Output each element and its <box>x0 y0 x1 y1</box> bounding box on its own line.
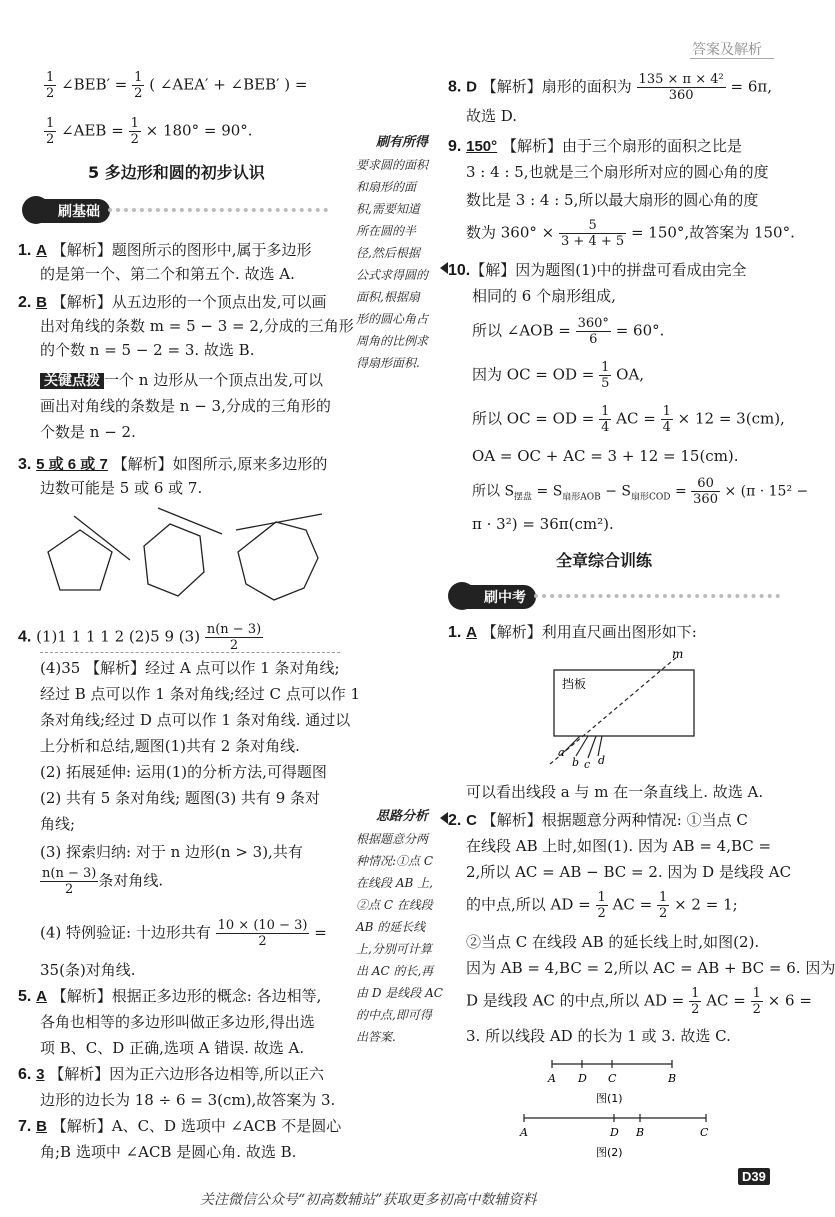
q7: 7. B 【解析】A、C、D 选项中 ∠ACB 不是圆心 <box>18 1117 342 1135</box>
side-note-line: 面积,根据扇 <box>356 290 420 304</box>
fig1-pt-b: B <box>668 1072 677 1085</box>
eq-line-1: $\frac{1}{2}$ ∠BEB′ = $\frac{1}{2}$ ( ∠AEA′ + ∠BEB′ ) = <box>46 70 308 101</box>
q6-l2: 边形的边长为 18 ÷ 6 = 3(cm),故答案为 3. <box>40 1091 336 1109</box>
key-point: 关键点拨 一个 n 边形从一个顶点出发,可以 <box>40 368 323 393</box>
r2-l7: D 是线段 AC 的中点,所以 AD = $\frac{1}{2}$ AC = $\frac{1}{2}$ × 6 = <box>466 986 812 1017</box>
q4-l3: 条对角线;经过 D 点可以作 1 条对角线. 通过以 <box>40 711 351 729</box>
key-line3: 个数是 n − 2. <box>40 423 136 441</box>
q10-l6: OA = OC + AC = 3 + 12 = 15(cm). <box>472 447 739 465</box>
side-note-line: 种情况:①点 C <box>356 854 434 868</box>
q2-line2: 出对角线的条数 m = 5 − 3 = 2,分成的三角形 <box>40 317 354 335</box>
r2-l5: ②当点 C 在线段 AB 的延长线上时,如图(2). <box>466 933 760 951</box>
dotted-divider <box>108 208 328 212</box>
segment-figure-1 <box>552 1060 672 1068</box>
q4-l1: (4)35 【解析】经过 A 点可以作 1 条对角线; <box>40 659 340 677</box>
badge-basic: 刷基础 <box>30 199 110 223</box>
r2-l6: 因为 AB = 4,BC = 2,所以 AC = AB + BC = 6. 因为 <box>466 959 835 977</box>
q8-l2: 故选 D. <box>466 107 518 125</box>
q10-l4: 因为 OC = OD = $\frac{1}{5}$ OA, <box>472 360 645 391</box>
side-note-2 <box>356 806 448 1048</box>
line-c-label: c <box>584 758 591 771</box>
fig2-pt-d: D <box>610 1126 619 1139</box>
q9-l2: 3 : 4 : 5,也就是三个扇形所对应的圆心角的度 <box>466 163 769 181</box>
q4-l11: 35(条)对角线. <box>40 961 136 979</box>
line-b-label: b <box>572 756 580 769</box>
side-note-1 <box>356 132 448 374</box>
side-note-line: 在线段 AB 上, <box>356 876 433 890</box>
half-frac: $\frac{1}{2}$ <box>46 70 55 101</box>
key-line2: 画出对角线的条数是 n − 3,分成的三角形的 <box>40 397 331 415</box>
q10-l7: 所以 $S_{摆盘} = S_{扇形AOB} - S_{扇形COD}$ = $\frac{60}{360}$ × (π · 15² − <box>472 476 809 507</box>
r1-l2: 可以看出线段 a 与 m 在一条直线上. 故选 A. <box>466 783 764 801</box>
q10: 10.【解】因为题图(1)中的拼盘可看成由完全 <box>448 261 747 279</box>
heptagon-figure <box>236 514 322 600</box>
side-note-1-title: 刷有所得 <box>375 135 428 150</box>
fig2-pt-a: A <box>520 1126 528 1139</box>
side-note-line: 和扇形的面 <box>356 180 417 194</box>
side-note-line: 出答案. <box>356 1030 396 1044</box>
q4-l7: 角线; <box>40 815 76 833</box>
q5-l3: 项 B、C、D 正确,选项 A 错误. 故选 A. <box>40 1039 305 1057</box>
q9-l3: 数比是 3 : 4 : 5,所以最大扇形的圆心角的度 <box>466 191 759 209</box>
q4-l5: (2) 拓展延伸: 运用(1)的分析方法,可得题图 <box>40 763 327 781</box>
side-note-line: 上,分别可计算 <box>356 942 432 956</box>
q6: 6. 3 【解析】因为正六边形各边相等,所以正六 <box>18 1065 325 1083</box>
line-d-label: d <box>598 754 606 767</box>
side-note-line: ②点 C 在线段 <box>356 898 433 912</box>
page-number: D39 <box>738 1168 770 1185</box>
q7-l2: 角;B 选项中 ∠ACB 是圆心角. 故选 B. <box>40 1143 297 1161</box>
q10-l5: 所以 OC = OD = $\frac{1}{4}$ AC = $\frac{1}{4}$ × 12 = 3(cm), <box>472 404 785 435</box>
side-note-line: 所在圆的半 <box>356 224 417 238</box>
arrow-left-icon <box>440 262 448 274</box>
q5-l2: 各角也相等的多边形叫做正多边形,得出选 <box>40 1013 315 1031</box>
q4-l9: $\frac{n(n - 3)}{2}$ 条对角线. <box>42 866 164 897</box>
dashed-rule <box>40 652 340 653</box>
q4-l2: 经过 B 点可以作 1 条对角线;经过 C 点可以作 1 <box>40 685 361 703</box>
side-note-line: 径,然后根据 <box>356 246 420 260</box>
baffle-label: 挡板 <box>562 677 587 691</box>
side-note-2-title: 思路分析 <box>375 809 428 824</box>
fig1-pt-c: C <box>608 1072 617 1085</box>
r1: 1. A 【解析】利用直尺画出图形如下: <box>448 623 697 641</box>
q4-l6: (2) 共有 5 条对角线; 题图(3) 共有 9 条对 <box>40 789 321 807</box>
side-note-line: 由 D 是线段 AC <box>356 986 443 1000</box>
q4-l10: (4) 特例验证: 十边形共有 $\frac{10 \times (10 - 3)}{2}$ = <box>40 918 327 949</box>
q8: 8. D 【解析】扇形的面积为 $\frac{\text{135 × π × 4²}}{360}$ = 6π, <box>448 72 772 103</box>
baffle-figure <box>540 646 710 772</box>
side-note-line: 要求圆的面积 <box>356 158 429 172</box>
arrow-left-icon <box>440 812 448 824</box>
header-corner: 答案及解析 <box>692 42 762 58</box>
fig1-pt-a: A <box>548 1072 556 1085</box>
side-note-line: 的中点,即可得 <box>356 1008 432 1022</box>
fig1-caption: 图(1) <box>596 1092 623 1105</box>
section-title: 5 多边形和圆的初步认识 <box>88 163 265 182</box>
q10-l2: 相同的 6 个扇形组成, <box>472 287 616 305</box>
polygon-figures <box>40 500 340 612</box>
fig2-pt-b: B <box>636 1126 645 1139</box>
fig2-pt-c: C <box>700 1126 709 1139</box>
q4-l8: (3) 探索归纳: 对于 n 边形(n > 3),共有 <box>40 843 303 861</box>
side-note-line: 公式求得圆的 <box>356 268 429 282</box>
r2-l3: 2,所以 AC = AB − BC = 2. 因为 D 是线段 AC <box>466 863 792 881</box>
q4: 4. (1)1 1 1 1 2 (2)5 9 (3) $\frac{n(n - 3)}{2}$ <box>18 622 262 653</box>
side-note-line: 根据题意分两 <box>356 832 429 846</box>
fig2-caption: 图(2) <box>596 1146 623 1159</box>
dotted-divider <box>534 594 780 598</box>
q1: 1. A 【解析】题图所示的图形中,属于多边形 <box>18 241 312 259</box>
q9: 9. 150° 【解析】由于三个扇形的面积之比是 <box>448 137 742 155</box>
line-a-label: a <box>558 746 565 759</box>
side-note-line: 出 AC 的长,再 <box>356 964 434 978</box>
r2-l4: 的中点,所以 AD = $\frac{1}{2}$ AC = $\frac{1}{2}$ × 2 = 1; <box>466 890 738 921</box>
fig1-pt-d: D <box>578 1072 587 1085</box>
side-note-line: 积,需要知道 <box>356 202 420 216</box>
header-rule <box>690 58 774 59</box>
r2-l8: 3. 所以线段 AD 的长为 1 或 3. 故选 C. <box>466 1027 731 1045</box>
q2-line3: 的个数 n = 5 − 2 = 3. 故选 B. <box>40 341 255 359</box>
hexagon-figure <box>144 508 222 596</box>
q1-line2: 的是第一个、第二个和第五个. 故选 A. <box>40 265 295 283</box>
pentagon-figure <box>48 516 130 590</box>
eq-line-2: $\frac{1}{2}$ ∠AEB = $\frac{1}{2}$ × 180° = 90°. <box>46 116 253 147</box>
r2: 2. C 【解析】根据题意分两种情况: ①当点 C <box>448 811 748 829</box>
chapter-title: 全章综合训练 <box>556 551 653 570</box>
footer-note: 关注微信公众号“初高数辅站”获取更多初高中数辅资料 <box>200 1192 537 1208</box>
side-note-line: 得扇形面积. <box>356 356 420 370</box>
q10-l8: π · 3²) = 36π(cm²). <box>472 515 614 533</box>
segment-figures <box>520 1054 720 1160</box>
side-note-line: AB 的延长线 <box>356 920 426 934</box>
key-label: 关键点拨 <box>40 373 104 389</box>
q4-l4: 上分析和总结,题图(1)共有 2 条对角线. <box>40 737 300 755</box>
q5: 5. A 【解析】根据正多边形的概念: 各边相等, <box>18 987 322 1005</box>
q10-l3: 所以 ∠AOB = $\frac{360^\circ}{6}$ = 60°. <box>472 316 665 347</box>
q9-l4: 数为 360° × $\frac{5}{3 + 4 + 5}$ = 150°,故答案为 150°. <box>466 218 795 249</box>
line-m-label: m <box>672 647 684 661</box>
side-note-line: 形的圆心角占 <box>356 312 429 326</box>
q3: 3. 5 或 6 或 7 【解析】如图所示,原来多边形的 <box>18 455 328 473</box>
segment-figure-2 <box>524 1114 706 1122</box>
r2-l2: 在线段 AB 上时,如图(1). 因为 AB = 4,BC = <box>466 837 772 855</box>
side-note-line: 周角的比例求 <box>356 334 429 348</box>
badge-exam: 刷中考 <box>456 585 536 609</box>
q3-line2: 边数可能是 5 或 6 或 7. <box>40 479 203 497</box>
q2: 2. B 【解析】从五边形的一个顶点出发,可以画 <box>18 293 327 311</box>
